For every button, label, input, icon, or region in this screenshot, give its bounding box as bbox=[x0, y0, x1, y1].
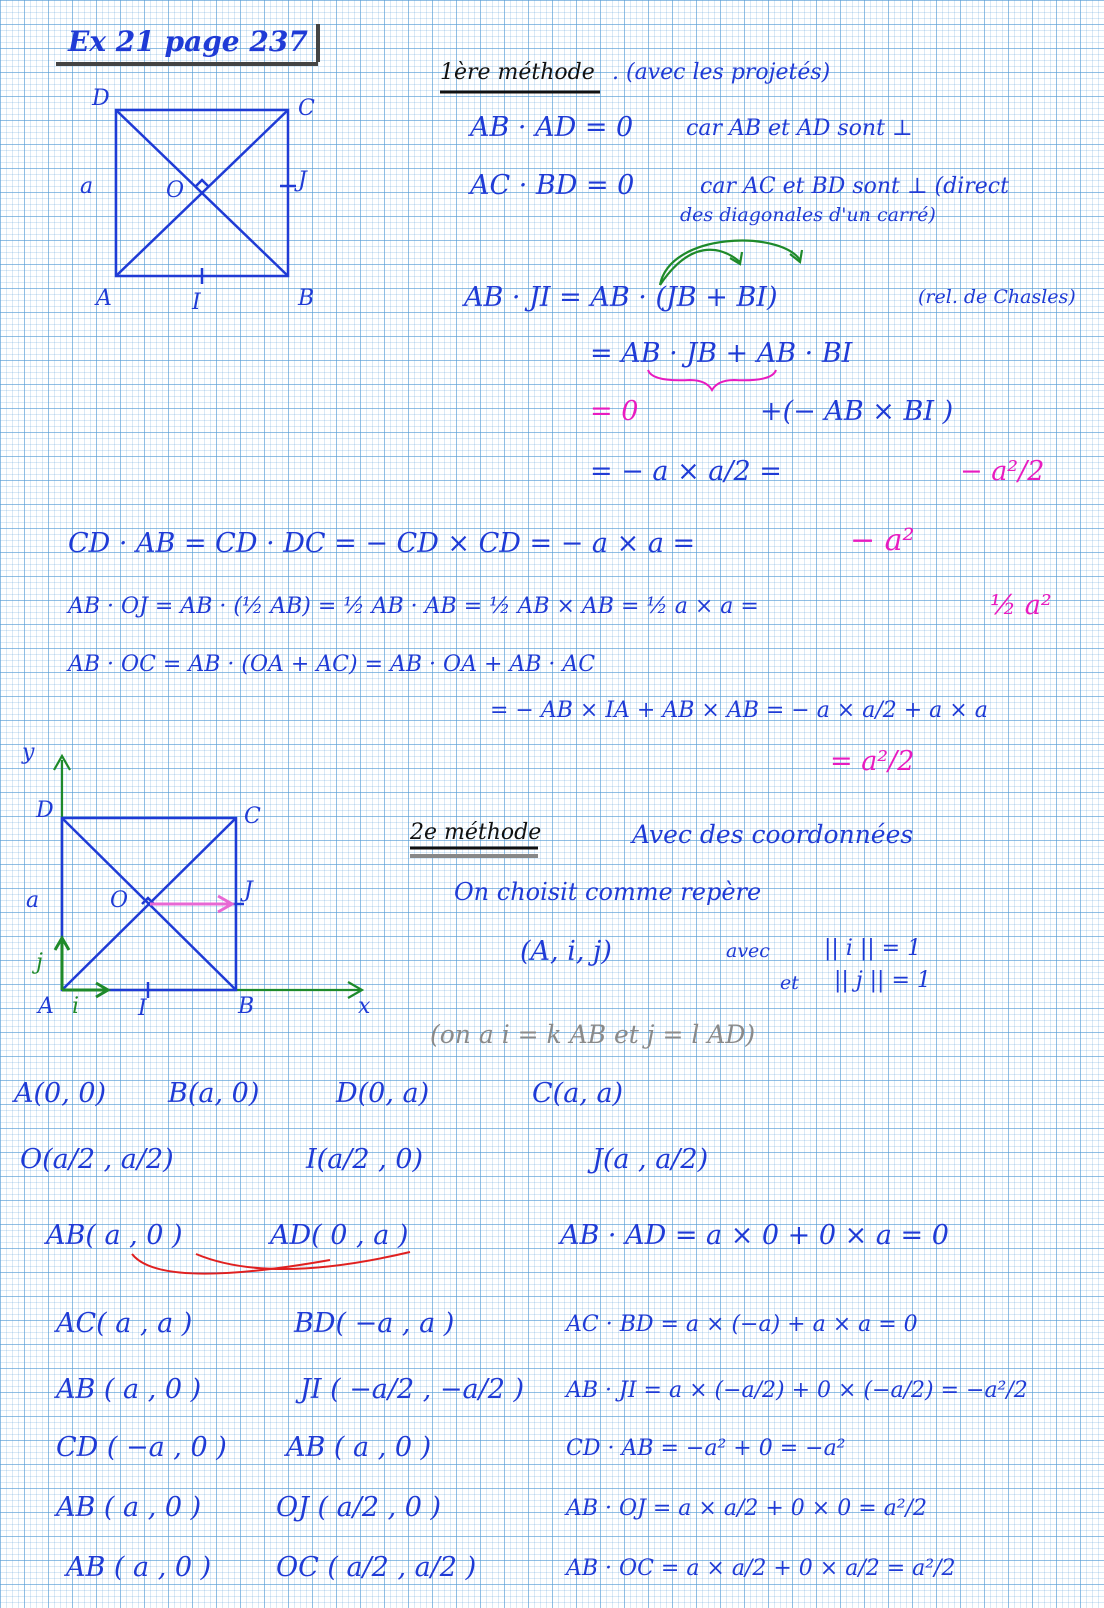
fig2-label-D: D bbox=[36, 798, 54, 823]
m1-reason-2b: des diagonales d'un carré) bbox=[680, 204, 936, 226]
fig2-label-A: A bbox=[38, 994, 54, 1019]
fig2-label-j: j bbox=[36, 950, 43, 975]
fig2-label-a: a bbox=[26, 888, 40, 913]
m1-result-value: − a²/2 bbox=[960, 456, 1045, 487]
coord-I: I(a/2 , 0) bbox=[306, 1144, 424, 1175]
calc-AB-OC-2: = − AB × IA + AB × AB = − a × a/2 + a × a bbox=[490, 698, 988, 723]
vec-AB-5: AB ( a , 0 ) bbox=[66, 1552, 212, 1583]
vec-BD: BD( −a , a ) bbox=[294, 1308, 455, 1339]
method2-heading: 2e méthode bbox=[410, 820, 542, 845]
m1-reason-1: car AB et AD sont ⊥ bbox=[686, 116, 913, 141]
method2-subtitle: Avec des coordonnées bbox=[632, 820, 914, 849]
m1-line-expand: = AB · JB + AB · BI bbox=[590, 338, 853, 369]
m1-line-zero: = 0 bbox=[590, 396, 639, 427]
m1-line-result: = − a × a/2 = bbox=[590, 456, 782, 487]
dot-AB-OC: AB · OC = a × a/2 + 0 × a/2 = a²/2 bbox=[566, 1556, 956, 1581]
fig1-label-D: D bbox=[92, 86, 110, 111]
product-links-red bbox=[132, 1252, 410, 1274]
coord-C: C(a, a) bbox=[532, 1078, 624, 1109]
method2-et: et bbox=[780, 972, 799, 994]
method2-repere: (A, i, j) bbox=[520, 936, 612, 967]
calc-AB-OJ: AB · OJ = AB · (½ AB) = ½ AB · AB = ½ AB × AB = ½ a × a = bbox=[68, 594, 759, 619]
vec-AB-1: AB( a , 0 ) bbox=[46, 1220, 183, 1251]
dot-AC-BD: AC · BD = a × (−a) + a × a = 0 bbox=[566, 1312, 918, 1337]
fig2-label-C: C bbox=[244, 804, 261, 829]
vec-JI: JI ( −a/2 , −a/2 ) bbox=[300, 1374, 525, 1405]
dot-AB-AD: AB · AD = a × 0 + 0 × a = 0 bbox=[560, 1220, 949, 1251]
coord-A: A(0, 0) bbox=[14, 1078, 107, 1109]
method2-avec: avec bbox=[726, 940, 770, 962]
coord-D: D(0, a) bbox=[336, 1078, 430, 1109]
square-figure-2 bbox=[62, 818, 244, 998]
m1-line-AC-BD: AC · BD = 0 bbox=[470, 170, 635, 201]
unit-vectors bbox=[55, 938, 108, 997]
vec-OC: OC ( a/2 , a/2 ) bbox=[276, 1552, 477, 1583]
fig2-label-O: O bbox=[110, 888, 129, 913]
fig1-label-B: B bbox=[298, 286, 315, 311]
page-title: Ex 21 page 237 bbox=[68, 25, 308, 58]
method2-norm-i: || i || = 1 bbox=[824, 936, 922, 961]
fig2-label-B: B bbox=[238, 994, 255, 1019]
chasles-arrows bbox=[660, 241, 802, 285]
square-figure-1 bbox=[116, 110, 296, 284]
m1-reason-2: car AC et BD sont ⊥ (direct bbox=[700, 174, 1009, 199]
fig1-label-I: I bbox=[192, 290, 201, 315]
title-frame bbox=[56, 24, 318, 64]
vec-AD: AD( 0 , a ) bbox=[270, 1220, 409, 1251]
dot-AB-JI: AB · JI = a × (−a/2) + 0 × (−a/2) = −a²/2 bbox=[566, 1378, 1028, 1403]
fig1-label-J: J bbox=[298, 168, 307, 193]
dot-AB-OJ: AB · OJ = a × a/2 + 0 × 0 = a²/2 bbox=[566, 1496, 927, 1521]
fig1-label-O: O bbox=[166, 178, 185, 203]
vec-AB-3: AB ( a , 0 ) bbox=[286, 1432, 432, 1463]
method2-underline bbox=[410, 848, 538, 856]
vec-CD: CD ( −a , 0 ) bbox=[56, 1432, 227, 1463]
vector-OJ-pink bbox=[150, 896, 232, 912]
calc-CD-AB-result: − a² bbox=[850, 523, 915, 558]
dot-CD-AB: CD · AB = −a² + 0 = −a² bbox=[566, 1436, 846, 1461]
calc-CD-AB: CD · AB = CD · DC = − CD × CD = − a × a = bbox=[68, 528, 696, 559]
calc-AB-OC-result: = a²/2 bbox=[830, 746, 915, 777]
calc-AB-OJ-result: ½ a² bbox=[990, 590, 1052, 621]
method2-note: (on a i = k AB et j = l AD) bbox=[430, 1020, 756, 1049]
fig2-label-I: I bbox=[138, 996, 147, 1021]
vec-AC: AC( a , a ) bbox=[56, 1308, 193, 1339]
vec-AB-2: AB ( a , 0 ) bbox=[56, 1374, 202, 1405]
method1-subtitle: . (avec les projetés) bbox=[612, 60, 831, 85]
coord-B: B(a, 0) bbox=[168, 1078, 260, 1109]
fig2-label-i: i bbox=[72, 994, 80, 1019]
m1-line-AB-JI: AB · JI = AB · (JB + BI) bbox=[464, 282, 778, 313]
method2-norm-j: || j || = 1 bbox=[834, 968, 931, 993]
vec-OJ: OJ ( a/2 , 0 ) bbox=[276, 1492, 442, 1523]
coord-O: O(a/2 , a/2) bbox=[20, 1144, 174, 1175]
fig1-label-C: C bbox=[298, 96, 315, 121]
calc-AB-OC: AB · OC = AB · (OA + AC) = AB · OA + AB · AC bbox=[68, 652, 596, 677]
fig2-label-y: y bbox=[22, 740, 35, 765]
vec-AB-4: AB ( a , 0 ) bbox=[56, 1492, 202, 1523]
method2-line1: On choisit comme repère bbox=[454, 878, 762, 906]
m1-line-AB-AD: AB · AD = 0 bbox=[470, 112, 634, 143]
fig2-label-x: x bbox=[358, 994, 371, 1019]
method1-heading: 1ère méthode bbox=[440, 60, 595, 85]
coord-J: J(a , a/2) bbox=[592, 1144, 709, 1175]
brace-under-AB-JB bbox=[648, 370, 776, 390]
fig1-label-a: a bbox=[80, 174, 94, 199]
m1-line-minus-ABxBI: +(− AB × BI ) bbox=[760, 396, 954, 427]
fig1-label-A: A bbox=[96, 286, 112, 311]
m1-chasles-note: (rel. de Chasles) bbox=[918, 286, 1076, 308]
fig2-label-J: J bbox=[244, 878, 253, 903]
